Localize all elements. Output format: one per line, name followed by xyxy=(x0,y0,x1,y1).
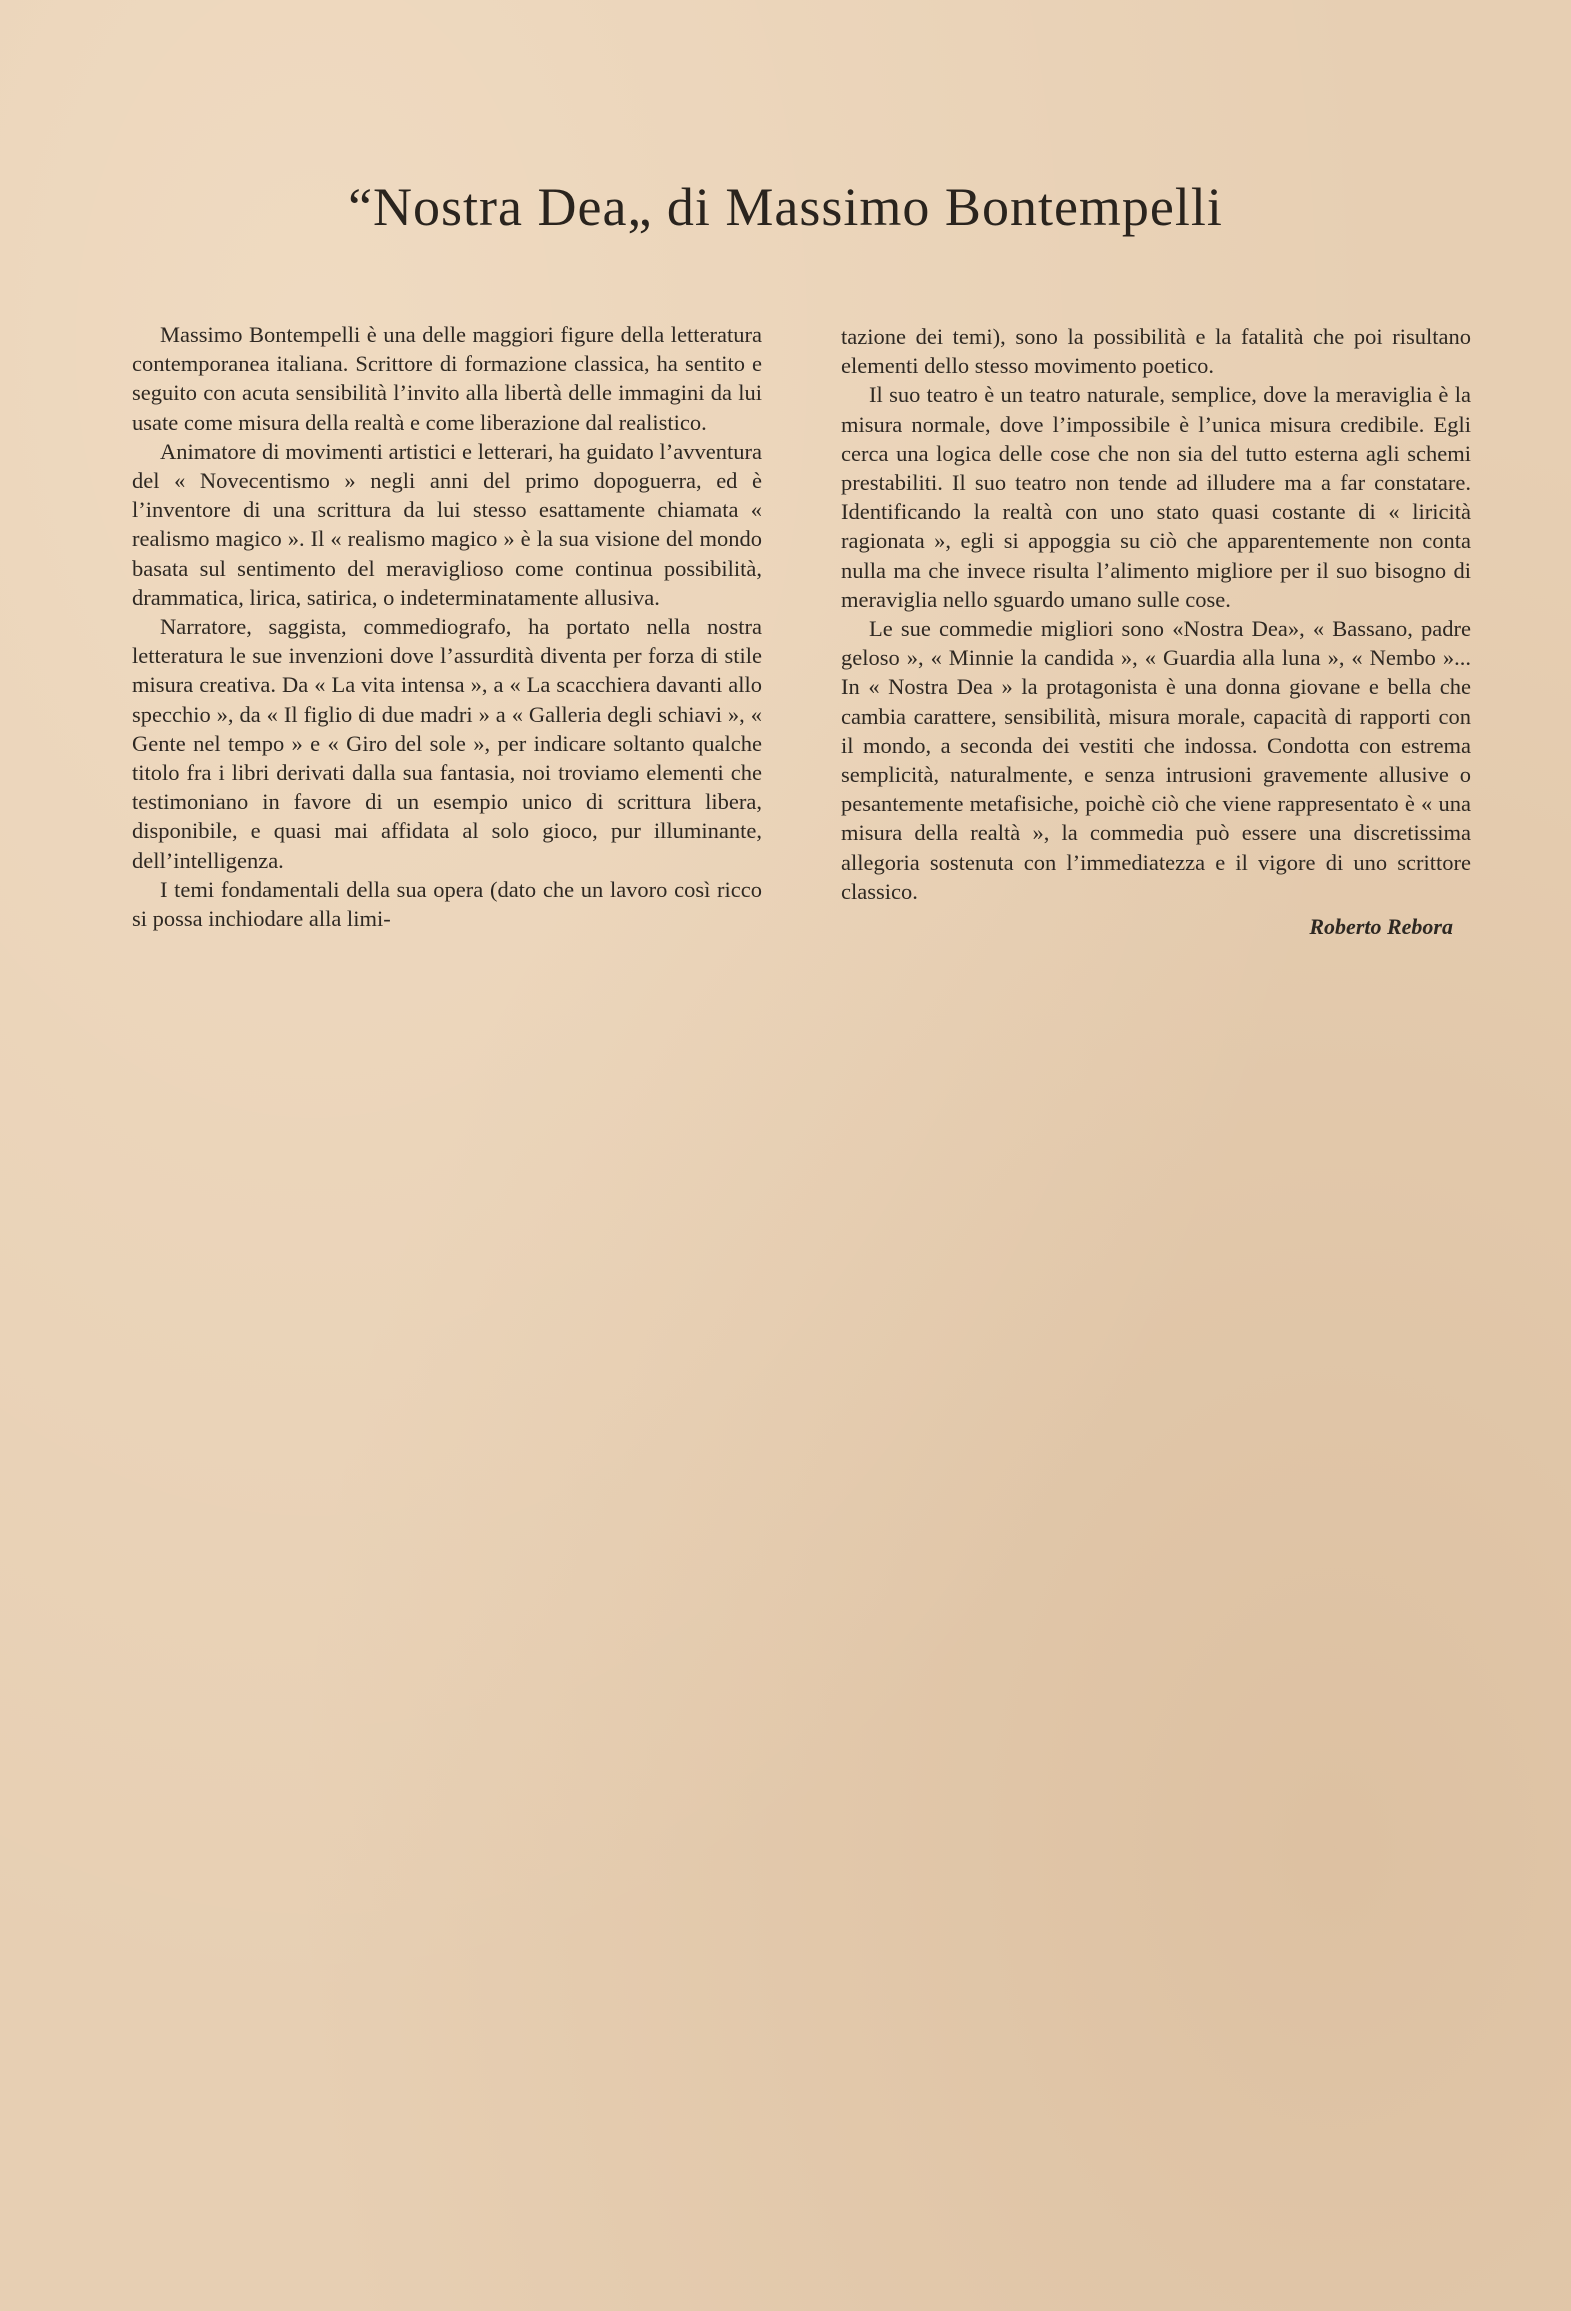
paragraph: Le sue commedie migliori sono «Nostra Dea», « Bassano, padre geloso », « Minnie la candida », « Guardia alla luna », « Nembo »... In « Nostra Dea » la protagonista è una donna giovane e bella che cambia carattere, sensibilità, misura morale, capacità di rapporti con il mondo, a seconda dei vestiti che indossa. Condotta con estrema semplicità, naturalmente, e senza intrusioni gravemente allusive o pesantemente metafisiche, poichè ciò che viene rappresentato è « una misura della realtà », la commedia può essere una discretissima allegoria sostenuta con l’immediatezza e il vigore di uno scrittore classico. xyxy=(841,616,1471,904)
right-column xyxy=(841,322,1471,941)
paragraph-continuation: tazione dei temi), sono la possibilità e la fatalità che poi risultano elementi dello stesso movimento poetico. xyxy=(841,324,1471,379)
paragraph: Narratore, saggista, commediografo, ha portato nella nostra letteratura le sue invenzioni dove l’assurdità diventa per forza di stile misura creativa. Da « La vita intensa », a « La scacchiera davanti allo specchio », da « Il figlio di due madri » a « Galleria degli schiavi », « Gente nel tempo » e « Giro del sole », per indicare soltanto qualche titolo fra i libri derivati dalla sua fantasia, noi troviamo elementi che testimoniano in favore di un esempio unico di scrittura libera, disponibile, e quasi mai affidata al solo gioco, pur illuminante, dell’intelligenza. xyxy=(132,614,762,873)
left-column xyxy=(132,320,762,933)
author-signature: Roberto Rebora xyxy=(1309,914,1453,940)
paragraph: Massimo Bontempelli è una delle maggiori figure della letteratura contemporanea italiana. Scrittore di formazione classica, ha sentito e seguito con acuta sensibilità l’invito alla libertà delle immagini da lui usate come misura della realtà e come liberazione dal realistico. xyxy=(132,322,762,435)
paragraph: Il suo teatro è un teatro naturale, semplice, dove la meraviglia è la misura normale, dove l’impossibile è l’unica misura credibile. Egli cerca una logica delle cose che non sia del tutto esterna agli schemi prestabiliti. Il suo teatro non tende ad illudere ma a far constatare. Identificando la realtà con uno stato quasi costante di « liricità ragionata », egli si appoggia su ciò che apparentemente non conta nulla ma che invece risulta l’alimento migliore per il suo bisogno di meraviglia nello sguardo umano sulle cose. xyxy=(841,382,1471,612)
article-title: “Nostra Dea„ di Massimo Bontempelli xyxy=(348,177,1223,237)
paragraph: I temi fondamentali della sua opera (dato che un lavoro così ricco si possa inchiodare alla limi- xyxy=(132,876,762,932)
paragraph: Animatore di movimenti artistici e letterari, ha guidato l’avventura del « Novecentismo » negli anni del primo dopoguerra, ed è l’inventore di una scrittura da lui stesso esattamente chiamata « realismo magico ». Il « realismo magico » è la sua visione del mondo basata sul sentimento del meraviglioso come continua possibilità, drammatica, lirica, satirica, o indeterminatamente allusiva. xyxy=(132,438,762,610)
